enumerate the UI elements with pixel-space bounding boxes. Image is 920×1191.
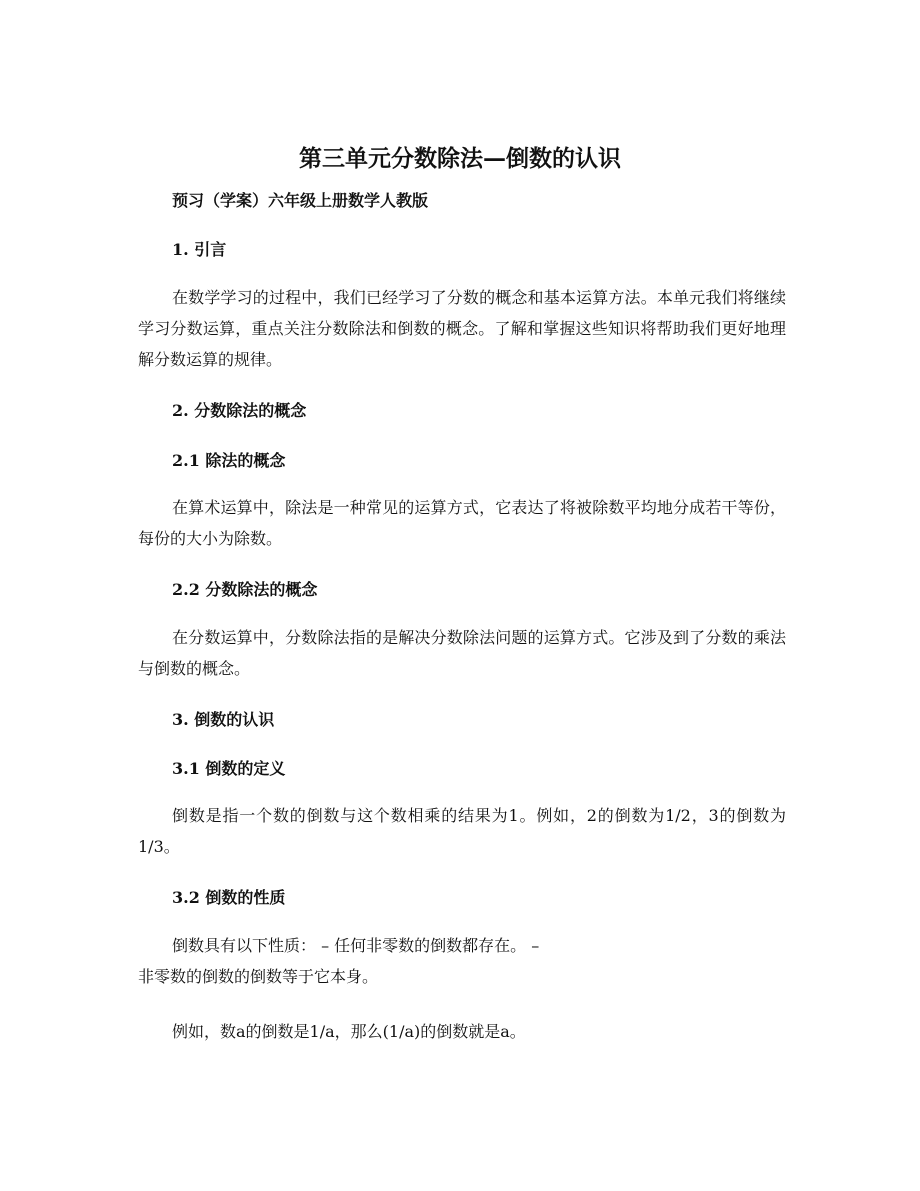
paragraph-division-concept: 在算术运算中，除法是一种常见的运算方式，它表达了将被除数平均地分成若干等份，每份的大小为除数。	[138, 498, 786, 548]
heading-fraction-division-definition: 2.2 分数除法的概念	[172, 580, 318, 599]
paragraph-introduction: 在数学学习的过程中，我们已经学习了分数的概念和基本运算方法。本单元我们将继续学习分数运算，重点关注分数除法和倒数的概念。了解和掌握这些知识将帮助我们更好地理解分数运算的规律。	[138, 288, 786, 369]
heading-fraction-division-concept: 2. 分数除法的概念	[172, 401, 307, 420]
document-subtitle: 预习（学案）六年级上册数学人教版	[172, 191, 429, 210]
heading-introduction: 1. 引言	[172, 240, 227, 259]
heading-reciprocal-definition: 3.1 倒数的定义	[172, 759, 286, 778]
paragraph-reciprocal-definition: 倒数是指一个数的倒数与这个数相乘的结果为1。例如，2的倒数为1/2，3的倒数为1/3。	[138, 806, 786, 856]
heading-reciprocal: 3. 倒数的认识	[172, 710, 275, 729]
document-title: 第三单元分数除法—倒数的认识	[299, 145, 621, 172]
heading-reciprocal-properties: 3.2 倒数的性质	[172, 888, 286, 907]
paragraph-fraction-division: 在分数运算中，分数除法指的是解决分数除法问题的运算方式。它涉及到了分数的乘法与倒数的概念。	[138, 628, 786, 678]
paragraph-reciprocal-example: 例如，数a的倒数是1/a，那么(1/a)的倒数就是a。	[172, 1022, 526, 1041]
paragraph-reciprocal-properties-line1: 倒数具有以下性质： – 任何非零数的倒数都存在。 –	[172, 936, 540, 955]
heading-division-concept: 2.1 除法的概念	[172, 451, 286, 470]
paragraph-reciprocal-properties-line2: 非零数的倒数的倒数等于它本身。	[138, 967, 379, 986]
